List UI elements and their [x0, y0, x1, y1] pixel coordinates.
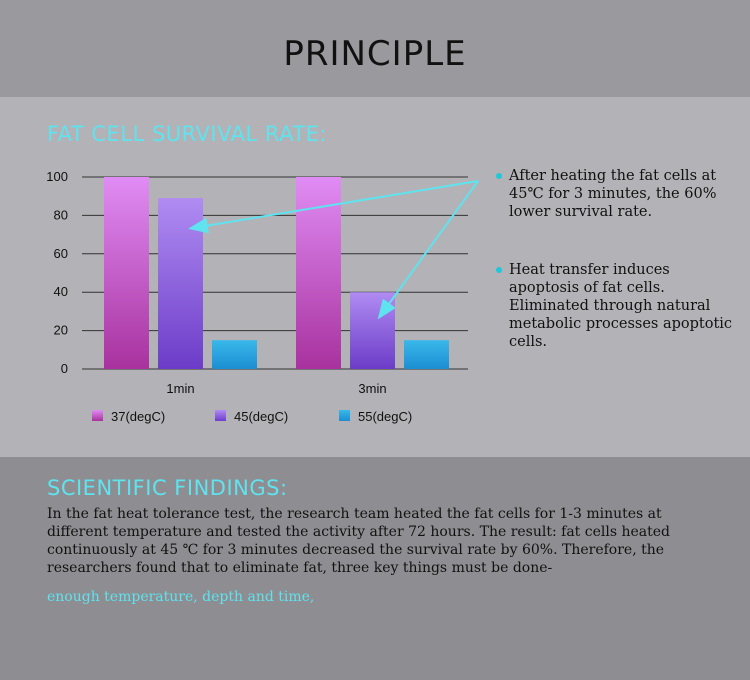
y-tick-label: 80	[53, 207, 68, 223]
chart-heading: FAT CELL SURVIVAL RATE:	[47, 122, 328, 146]
page-title: PRINCIPLE	[283, 34, 467, 74]
y-tick-label: 40	[53, 284, 68, 300]
findings-body: In the fat heat tolerance test, the research team heated the fat cells for 1-3 minutes at different temperature and tested the activity after 72 hours. The result: fat cells heated continuously at 45 ℃ for 3 minutes decreased the survival rate by 60%. Therefore, the researchers found that to eliminate fat, three key things must be done-	[47, 506, 670, 576]
bar	[158, 198, 203, 369]
bullet-icon	[496, 267, 502, 273]
y-tick-label: 100	[46, 169, 68, 184]
y-tick-label: 60	[53, 245, 68, 261]
bar	[104, 177, 149, 369]
bar	[404, 340, 449, 369]
bar	[296, 177, 341, 369]
note-text: Heat transfer induces apoptosis of fat cells. Eliminated through natural metabolic processes apoptotic cells.	[509, 262, 733, 350]
legend-swatch	[215, 410, 226, 421]
legend	[92, 409, 412, 424]
bar	[212, 340, 257, 369]
findings-highlight: enough temperature, depth and time,	[47, 589, 315, 605]
arrow	[380, 181, 478, 316]
note-item	[496, 167, 736, 221]
legend-swatch	[92, 410, 103, 421]
note-item	[496, 261, 736, 351]
legend-label: 37(degC)	[111, 409, 166, 424]
x-tick-label: 1min	[166, 381, 195, 396]
note-text: After heating the fat cells at 45℃ for 3 minutes, the 60% lower survival rate.	[509, 168, 717, 220]
bullet-icon	[496, 173, 502, 179]
chart-notes	[496, 167, 736, 373]
y-tick-label: 0	[60, 361, 68, 376]
x-tick-label: 3min	[358, 381, 387, 396]
findings-heading: SCIENTIFIC FINDINGS:	[47, 476, 288, 500]
bars	[104, 177, 449, 369]
legend-label: 55(degC)	[358, 409, 413, 424]
legend-label: 45(degC)	[234, 409, 289, 424]
legend-swatch	[339, 410, 350, 421]
y-tick-label: 20	[53, 322, 68, 338]
